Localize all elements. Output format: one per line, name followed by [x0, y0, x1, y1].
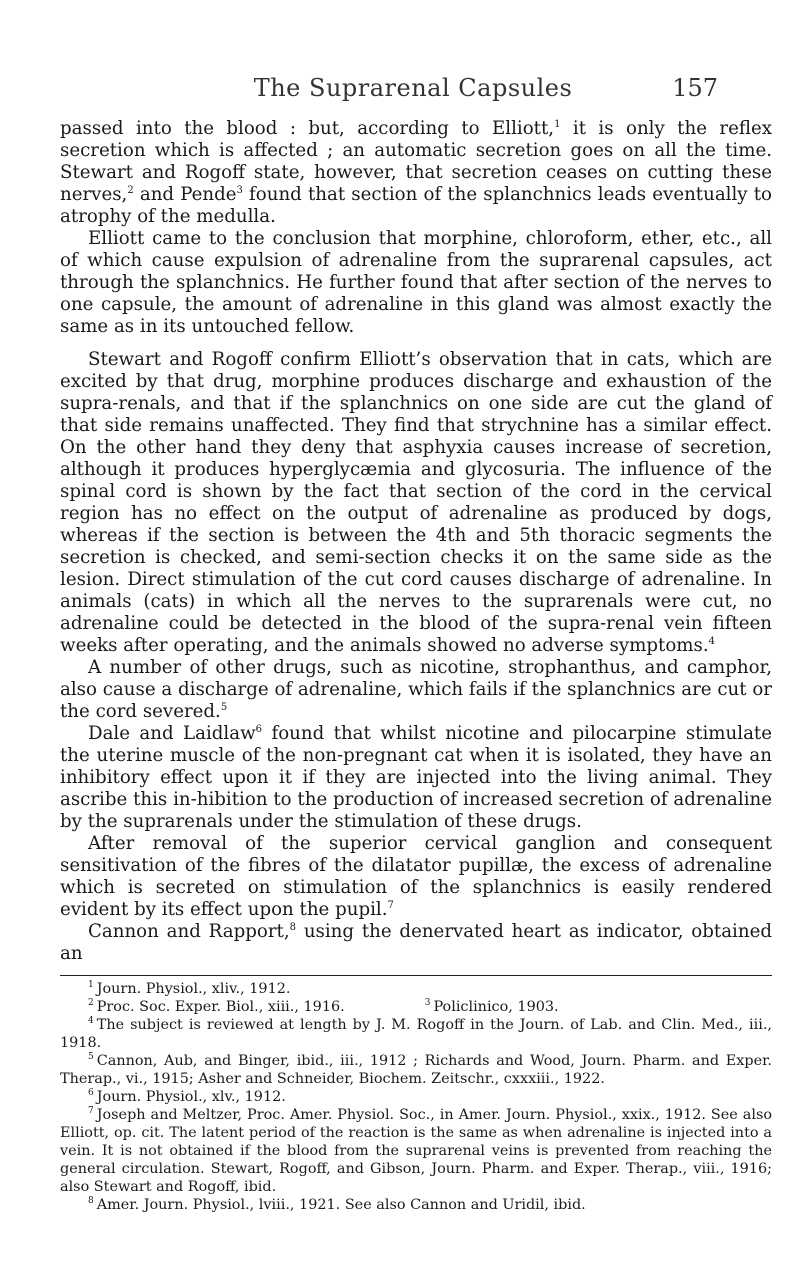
- paragraph-2: Elliott came to the conclusion that morphine, chloroform, ether, etc., all of which cause expulsion of adrenaline from the suprarenal capsules, act through the splanchnics. He further found that after section of the nerves to one capsule, the amount of adrenaline in this gland was almost exactly the same as in its untouched fellow.: [60, 228, 772, 337]
- footnote-ref-2: 2: [127, 184, 134, 196]
- footnotes: [60, 980, 772, 1214]
- footnote-ref-7: 7: [387, 899, 394, 911]
- footnote-ref-4: 4: [708, 635, 716, 647]
- footnote-5: $^5$ Cannon, Aub, and Binger, ibid., iii., 1912 ; Richards and Wood, Journ. Pharm. and Exper. Therap., vi., 1915; Asher and Schneider, Biochem. Zeitschr., cxxxiii., 1922.: [60, 1052, 772, 1087]
- footnote-ref-3: 3: [236, 184, 243, 196]
- footnote-2: $^2$ Proc. Soc. Exper. Biol., xiii., 1916.: [88, 998, 345, 1015]
- footnote-8: $^8$ Amer. Journ. Physiol., lviii., 1921. See also Cannon and Uridil, ibid.: [88, 1196, 586, 1213]
- footnote-divider: [60, 975, 772, 976]
- footnote-6: $^6$ Journ. Physiol., xlv., 1912.: [88, 1088, 286, 1105]
- footnote-ref-6: 6: [255, 723, 263, 735]
- paragraph-5: Dale and Laidlaw$^6$ found that whilst nicotine and pilocarpine stimulate the uterine muscle of the non-pregnant cat when it is isolated, they have an inhibitory effect upon it if they are injected into the living animal. They ascribe this in-hibition to the production of increased secretion of adrenaline by the suprarenals under the stimulation of these drugs.: [60, 723, 772, 832]
- footnote-1: $^1$ Journ. Physiol., xliv., 1912.: [88, 980, 291, 997]
- page-number: 157: [672, 74, 718, 102]
- paragraph-4: A number of other drugs, such as nicotine, strophanthus, and camphor, also cause a discharge of adrenaline, which fails if the splanchnics are cut or the cord severed.$^5$: [60, 657, 772, 722]
- footnote-7: $^7$ Joseph and Meltzer, Proc. Amer. Physiol. Soc., in Amer. Journ. Physiol., xxix., 1912. See also Elliott, op. cit. The latent period of the reaction is the same as when adrenaline is injected into a vein. It is not obtained if the blood from the suprarenal veins is prevented from reaching the general circulation. Stewart, Rogoff, and Gibson, Journ. Pharm. and Exper. Therap., viii., 1916; also Stewart and Rogoff, ibid.: [60, 1106, 772, 1195]
- footnote-ref-5: 5: [220, 701, 228, 713]
- paragraph-3: Stewart and Rogoff confirm Elliott’s observation that in cats, which are excited by that drug, morphine produces discharge and exhaustion of the supra-renals, and that if the splanchnics on one side are cut the gland of that side remains unaffected. They find that strychnine has a similar effect. On the other hand they deny that asphyxia causes increase of secretion, although it produces hyperglycæmia and glycosuria. The influence of the spinal cord is shown by the fact that section of the cord in the cervical region has no effect on the output of adrenaline as produced by dogs, whereas if the section is between the 4th and 5th thoracic segments the secretion is checked, and semi-section checks it on the same side as the lesion. Direct stimulation of the cut cord causes discharge of adrenaline. In animals (cats) in which all the nerves to the suprarenals were cut, no adrenaline could be detected in the blood of the supra-renal vein fifteen weeks after operating, and the animals showed no adverse symptoms.$^4$: [60, 349, 772, 656]
- footnote-ref-8: 8: [289, 921, 297, 933]
- footnote-pair: [60, 998, 772, 1016]
- page-header: [108, 74, 718, 114]
- running-title: The Suprarenal Capsules: [253, 74, 573, 102]
- footnote-3: $^3$ Policlinico, 1903.: [424, 998, 559, 1015]
- footnote-ref-1: 1: [554, 118, 561, 130]
- paragraph-1: passed into the blood : but, according to Elliott,$^1$ it is only the reflex secretion which is affected ; an automatic secretion goes on all the time. Stewart and Rogoff state, however, that secretion ceases on cutting these nerves,$^2$ and Pende$^3$ found that section of the splanchnics leads eventually to atrophy of the medulla.: [60, 118, 772, 227]
- paragraph-7: Cannon and Rapport,$^8$ using the denervated heart as indicator, obtained an: [60, 921, 772, 964]
- body-text: [60, 118, 772, 965]
- paragraph-6: After removal of the superior cervical ganglion and consequent sensitivation of the fibres of the dilatator pupillæ, the excess of adrenaline which is secreted on stimulation of the splanchnics is easily rendered evident by its effect upon the pupil.$^7$: [60, 833, 772, 920]
- footnote-4: $^4$ The subject is reviewed at length by J. M. Rogoff in the Journ. of Lab. and Clin. Med., iii., 1918.: [60, 1016, 772, 1051]
